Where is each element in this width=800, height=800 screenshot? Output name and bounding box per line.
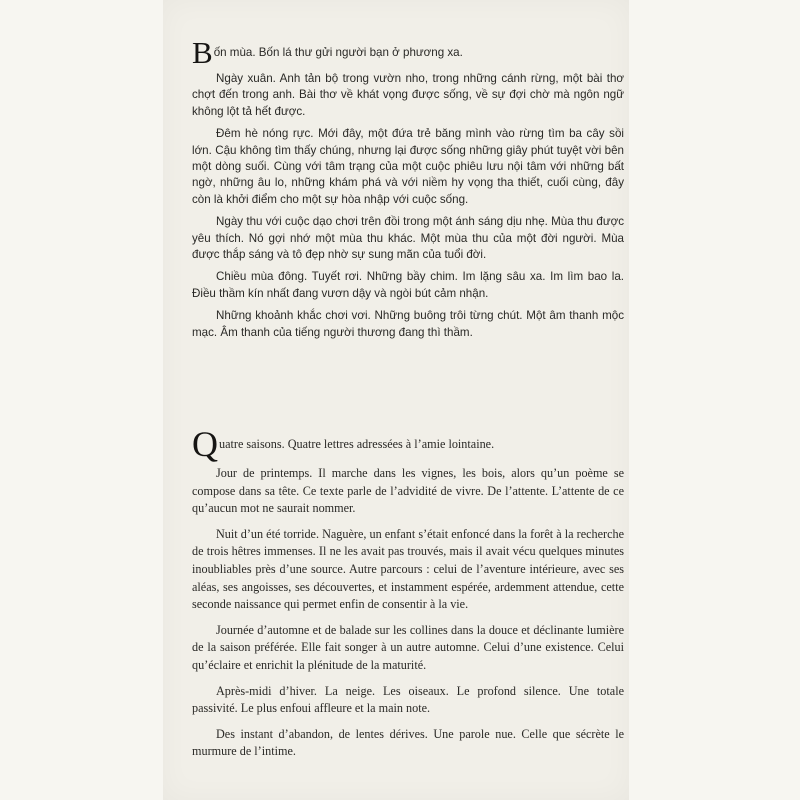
vietnamese-opening-line: [192, 35, 624, 70]
vietnamese-paragraph-summer: Đêm hè nóng rực. Mới đây, một đứa trẻ băng mình vào rừng tìm ba cây sồi lớn. Cậu không tìm thấy chúng, nhưng lại được sống những giây phút tuyệt vời bên một dòng suối. Cùng với tâm trạng của một cuộc phiêu lưu nội tâm với những bất ngờ, những âu lo, những khám phá và với niềm hy vọng tha thiết, cuối cùng, đây còn là khởi điểm cho một sự hòa nhập với cuộc sống.: [192, 127, 624, 206]
vietnamese-paragraph-winter: Chiều mùa đông. Tuyết rơi. Những bầy chim. Im lặng sâu xa. Im lìm bao la. Điều thầm kín nhất đang vươn dậy và ngòi bút cảm nhận.: [192, 270, 624, 300]
french-drop-cap: Q: [192, 424, 218, 464]
french-paragraph-closing: Des instant d’abandon, de lentes dérives. Une parole nue. Celle que sécrète le murmure de l’intime.: [192, 726, 624, 759]
french-text-section: [192, 424, 624, 769]
vietnamese-text-section: [192, 35, 624, 347]
french-paragraph-spring: Jour de printemps. Il marche dans les vignes, les bois, alors qu’un poème se compose dans sa tête. Ce texte parle de l’advidité de vivre. De l’attente. L’attente de ce qu’aucun mot ne saurait nommer.: [192, 466, 624, 516]
french-opening-text: uatre saisons. Quatre lettres adressées à l’amie lointaine.: [219, 437, 495, 451]
vietnamese-paragraph-spring: Ngày xuân. Anh tản bộ trong vườn nho, trong những cánh rừng, một bài thơ chợt đến trong anh. Bài thơ về khát vọng được sống, về sự đợi chờ mà ngôn ngữ không lột tả hết được.: [192, 72, 624, 118]
french-paragraph-autumn: Journée d’automne et de balade sur les collines dans la douce et déclinante lumière de la saison préférée. Elle fait songer à un autre automne. Celui d’une existence. Celui qu’éclaire et enrichit la plénitude de la maturité.: [192, 622, 624, 672]
vietnamese-opening-text: ốn mùa. Bốn lá thư gửi người bạn ở phương xa.: [213, 46, 463, 59]
book-page: [163, 0, 629, 800]
vietnamese-paragraph-autumn: Ngày thu với cuộc dạo chơi trên đồi trong một ánh sáng dịu nhẹ. Mùa thu được yêu thích. Nó gợi nhớ một mùa thu khác. Một mùa thu của một đời người. Mùa được thắp sáng và tô đẹp nhờ sự sung mãn của tuổi đời.: [192, 215, 624, 262]
french-opening-line: [192, 424, 624, 464]
vietnamese-paragraph-closing: Những khoảnh khắc chơi vơi. Những buông trôi từng chút. Một âm thanh mộc mạc. Âm thanh của tiếng người thương đang thì thầm.: [192, 309, 624, 339]
french-paragraph-summer: Nuit d’un été torride. Naguère, un enfant s’était enfoncé dans la forêt à la recherche de trois hêtres immenses. Il ne les avait pas trouvés, mais il avait vécu quelques minutes inoubliables près d’une source. Autre parcours : celui de l’aventure intérieure, avec ses aléas, ses angoisses, ses découvertes, et instamment espérée, ardemment attendue, cette seconde naissance qui permet enfin de consentir à la vie.: [192, 526, 624, 612]
vietnamese-drop-cap: B: [192, 35, 213, 70]
french-paragraph-winter: Après-midi d’hiver. La neige. Les oiseaux. Le profond silence. Une totale passivité. Le plus enfoui affleure et la main note.: [192, 683, 624, 716]
